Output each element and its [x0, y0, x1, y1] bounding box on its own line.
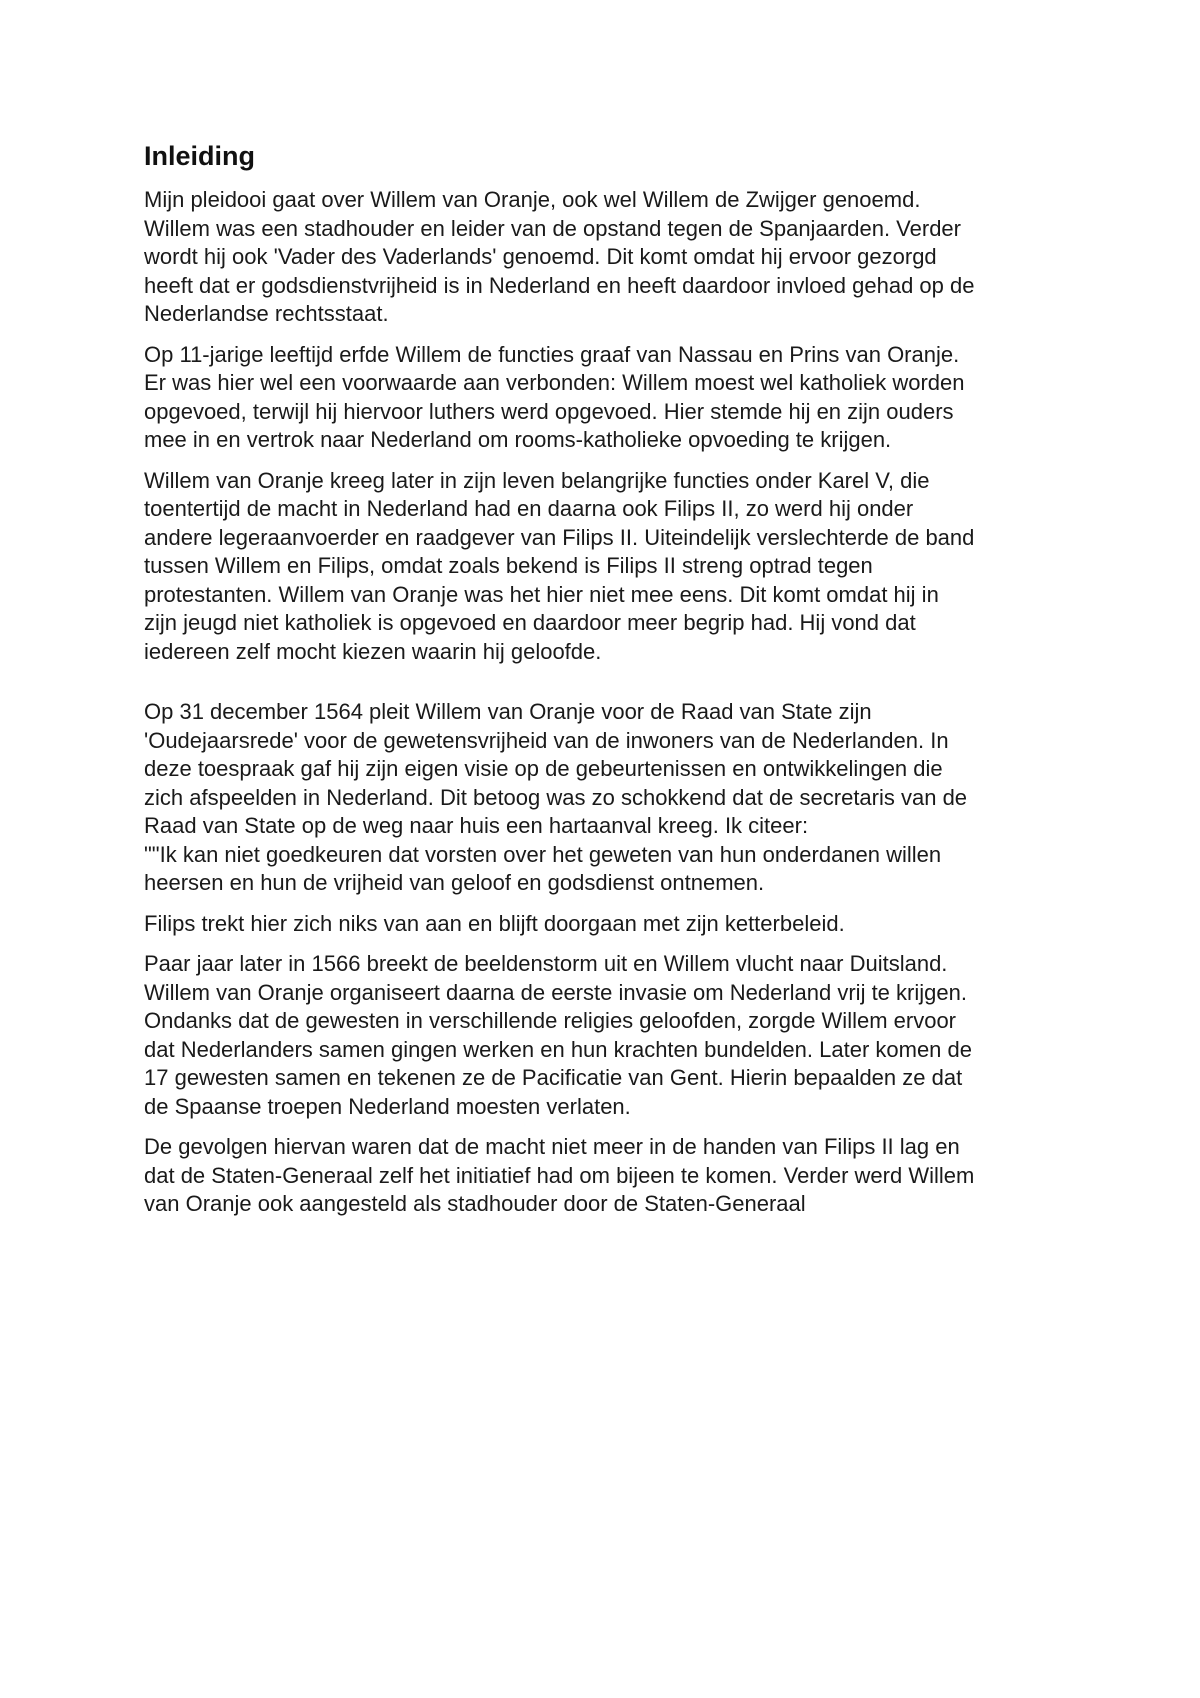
- text-line: Op 31 december 1564 pleit Willem van Oranje voor de Raad van State zijn: [144, 699, 872, 725]
- quote-line: heersen en hun de vrijheid van geloof en godsdienst ontnemen.: [144, 870, 765, 896]
- text-line: Willem van Oranje organiseert daarna de eerste invasie om Nederland vrij te krijgen.: [144, 979, 967, 1005]
- quote-line: ""Ik kan niet goedkeuren dat vorsten over het geweten van hun onderdanen willen: [144, 841, 942, 867]
- text-line: dat Nederlanders samen gingen werken en hun krachten bundelden. Later komen de: [144, 1036, 972, 1062]
- text-line: heeft dat er godsdienstvrijheid is in Nederland en heeft daardoor invloed gehad op de: [144, 272, 975, 298]
- paragraph-introduction: [144, 186, 1074, 329]
- text-line: Paar jaar later in 1566 breekt de beeldenstorm uit en Willem vlucht naar Duitsland.: [144, 951, 948, 977]
- text-line: Mijn pleidooi gaat over Willem van Oranje, ook wel Willem de Zwijger genoemd.: [144, 187, 921, 213]
- paragraph-gevolgen: [144, 1133, 1074, 1219]
- text-line: Ondanks dat de gewesten in verschillende religies geloofden, zorgde Willem ervoor: [144, 1008, 957, 1034]
- paragraph-beeldenstorm: [144, 950, 1074, 1121]
- paragraph-functions: [144, 467, 1074, 667]
- text-line: Er was hier wel een voorwaarde aan verbonden: Willem moest wel katholiek worden: [144, 370, 965, 396]
- text-line: Willem van Oranje kreeg later in zijn leven belangrijke functies onder Karel V, die: [144, 467, 930, 493]
- text-line: iedereen zelf mocht kiezen waarin hij geloofde.: [144, 638, 602, 664]
- text-line: 'Oudejaarsrede' voor de gewetensvrijheid van de inwoners van de Nederlanden. In: [144, 727, 949, 753]
- text-line: deze toespraak gaf hij zijn eigen visie op de gebeurtenissen en ontwikkelingen die: [144, 756, 943, 782]
- text-line: mee in en vertrok naar Nederland om rooms-katholieke opvoeding te krijgen.: [144, 427, 892, 453]
- document-heading: Inleiding: [144, 141, 255, 171]
- text-line: Filips trekt hier zich niks van aan en blijft doorgaan met zijn ketterbeleid.: [144, 910, 845, 936]
- text-line: dat de Staten-Generaal zelf het initiatief had om bijeen te komen. Verder werd Willem: [144, 1162, 975, 1188]
- text-line: wordt hij ook 'Vader des Vaderlands' genoemd. Dit komt omdat hij ervoor gezorgd: [144, 244, 937, 270]
- text-line: van Oranje ook aangesteld als stadhouder door de Staten-Generaal: [144, 1191, 806, 1217]
- paragraph-youth: [144, 341, 1074, 455]
- text-line: zich afspeelden in Nederland. Dit betoog was zo schokkend dat de secretaris van de: [144, 784, 968, 810]
- text-line: opgevoed, terwijl hij hiervoor luthers werd opgevoed. Hier stemde hij en zijn ouders: [144, 398, 954, 424]
- text-line: De gevolgen hiervan waren dat de macht niet meer in de handen van Filips II lag en: [144, 1134, 960, 1160]
- text-line: Nederlandse rechtsstaat.: [144, 301, 389, 327]
- text-line: zijn jeugd niet katholiek is opgevoed en daardoor meer begrip had. Hij vond dat: [144, 610, 916, 636]
- text-line: Op 11-jarige leeftijd erfde Willem de functies graaf van Nassau en Prins van Oranje.: [144, 341, 960, 367]
- text-line: andere legeraanvoerder en raadgever van Filips II. Uiteindelijk verslechterde de band: [144, 524, 975, 550]
- text-line: 17 gewesten samen en tekenen ze de Pacificatie van Gent. Hierin bepaalden ze dat: [144, 1065, 963, 1091]
- text-line: Raad van State op de weg naar huis een hartaanval kreeg. Ik citeer:: [144, 813, 809, 839]
- document-page: [144, 140, 1074, 1231]
- text-line: protestanten. Willem van Oranje was het hier niet mee eens. Dit komt omdat hij in: [144, 581, 939, 607]
- paragraph-filips: [144, 910, 1074, 939]
- text-line: tussen Willem en Filips, omdat zoals bekend is Filips II streng optrad tegen: [144, 553, 873, 579]
- text-line: Willem was een stadhouder en leider van de opstand tegen de Spanjaarden. Verder: [144, 215, 961, 241]
- text-line: toentertijd de macht in Nederland had en daarna ook Filips II, zo werd hij onder: [144, 496, 914, 522]
- paragraph-oudejaarsrede: [144, 698, 1074, 898]
- text-line: de Spaanse troepen Nederland moesten verlaten.: [144, 1093, 631, 1119]
